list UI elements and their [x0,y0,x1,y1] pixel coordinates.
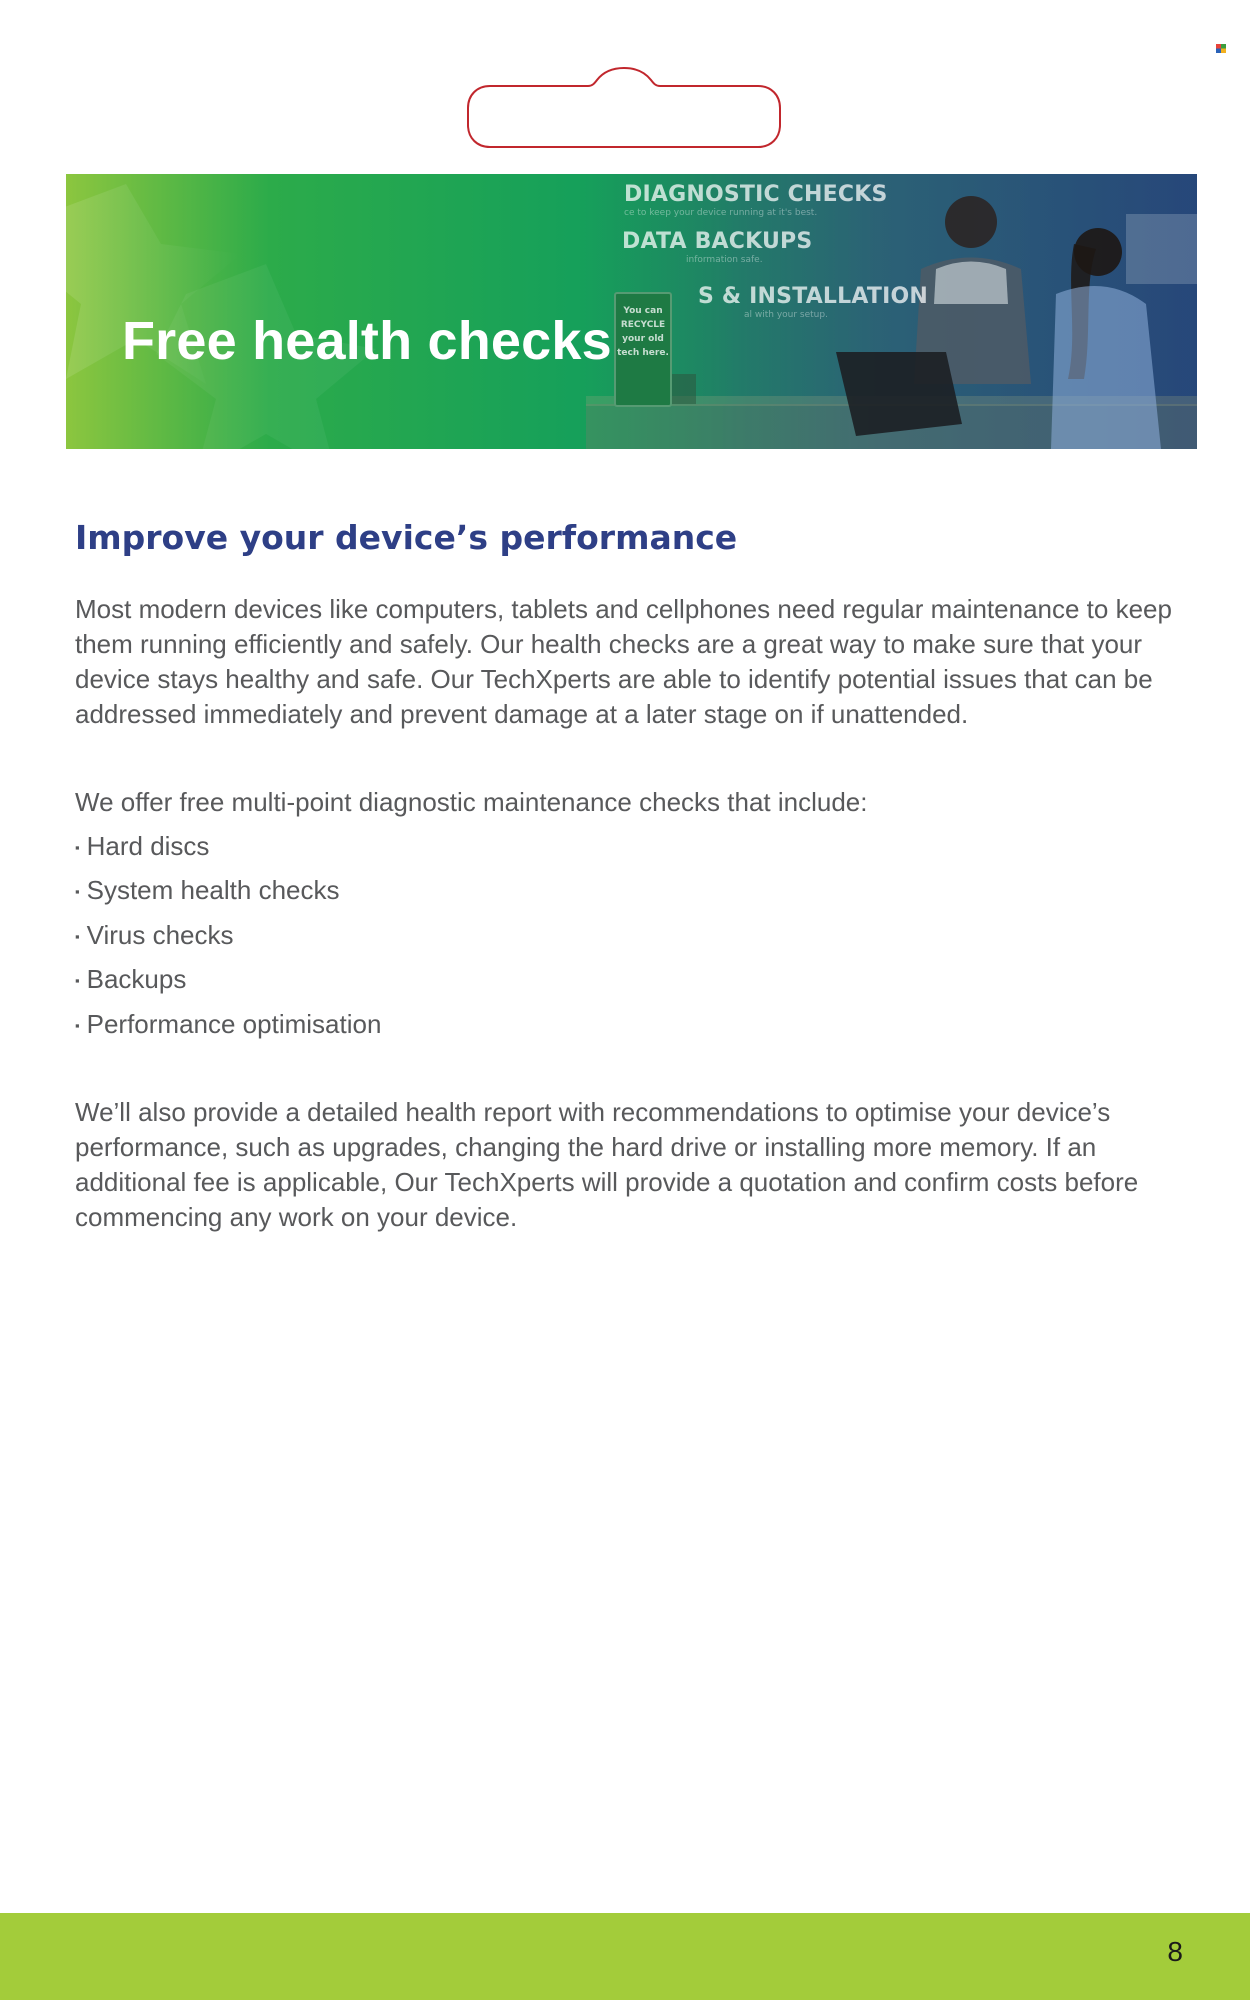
list-item [75,873,1190,909]
list-item-label: Backups [86,964,187,994]
checks-list [75,829,1190,1043]
banner-sign-backups-sub: information safe. [686,255,763,265]
banner-sign-diagnostic-sub: ce to keep your device running at it's best. [624,208,818,218]
bullet-icon: ▪ [75,928,80,944]
recycle-sign-card: You can RECYCLE your old tech here. [614,292,672,407]
page-number: 8 [1167,1936,1183,1967]
list-item-label: Performance optimisation [86,1008,382,1039]
bullet-icon: ▪ [75,884,80,899]
list-item-label: Virus checks [86,919,234,950]
banner-sign-backups: DATA BACKUPS [622,229,813,254]
banner-sign-installation-sub: al with your setup. [744,310,828,320]
bullet-icon: ▪ [75,1017,80,1033]
corner-color-mark-icon [1216,40,1226,49]
footer-bar [0,1913,1250,2000]
list-item [75,1007,1190,1043]
list-item [75,962,1190,998]
section-heading: Improve your device’s performance [75,518,738,557]
list-intro-text: We offer free multi-point diagnostic maintenance checks that include: [75,787,868,817]
list-item-label: Hard discs [86,830,210,861]
hanger-tab-outline [466,66,783,150]
banner-title: Free health checks [122,311,612,371]
intro-paragraph: Most modern devices like computers, tablets and cellphones need regular maintenance to keep them running efficiently and safely. Our health checks are a great way to make sure that your device stays healthy and safe. Our TechXperts are able to identify potential issues that can be addressed immediately and prevent damage at a later stage on if unattended. [75,594,1172,729]
banner-sign-diagnostic: DIAGNOSTIC CHECKS [624,182,888,207]
list-item [75,918,1190,954]
hero-banner [66,174,1197,449]
list-item-label: System health checks [86,875,340,905]
banner-sign-installation: S & INSTALLATION [698,284,928,309]
main-content [75,512,1190,1235]
report-paragraph: We’ll also provide a detailed health report with recommendations to optimise your device’s performance, such as upgrades, changing the hard drive or installing more memory. If an additional fee is applicable, Our TechXperts will provide a quotation and confirm costs before commencing any work on your device. [75,1096,1139,1232]
bullet-icon: ▪ [75,973,80,988]
list-item [75,829,1190,865]
bullet-icon: ▪ [75,839,80,855]
